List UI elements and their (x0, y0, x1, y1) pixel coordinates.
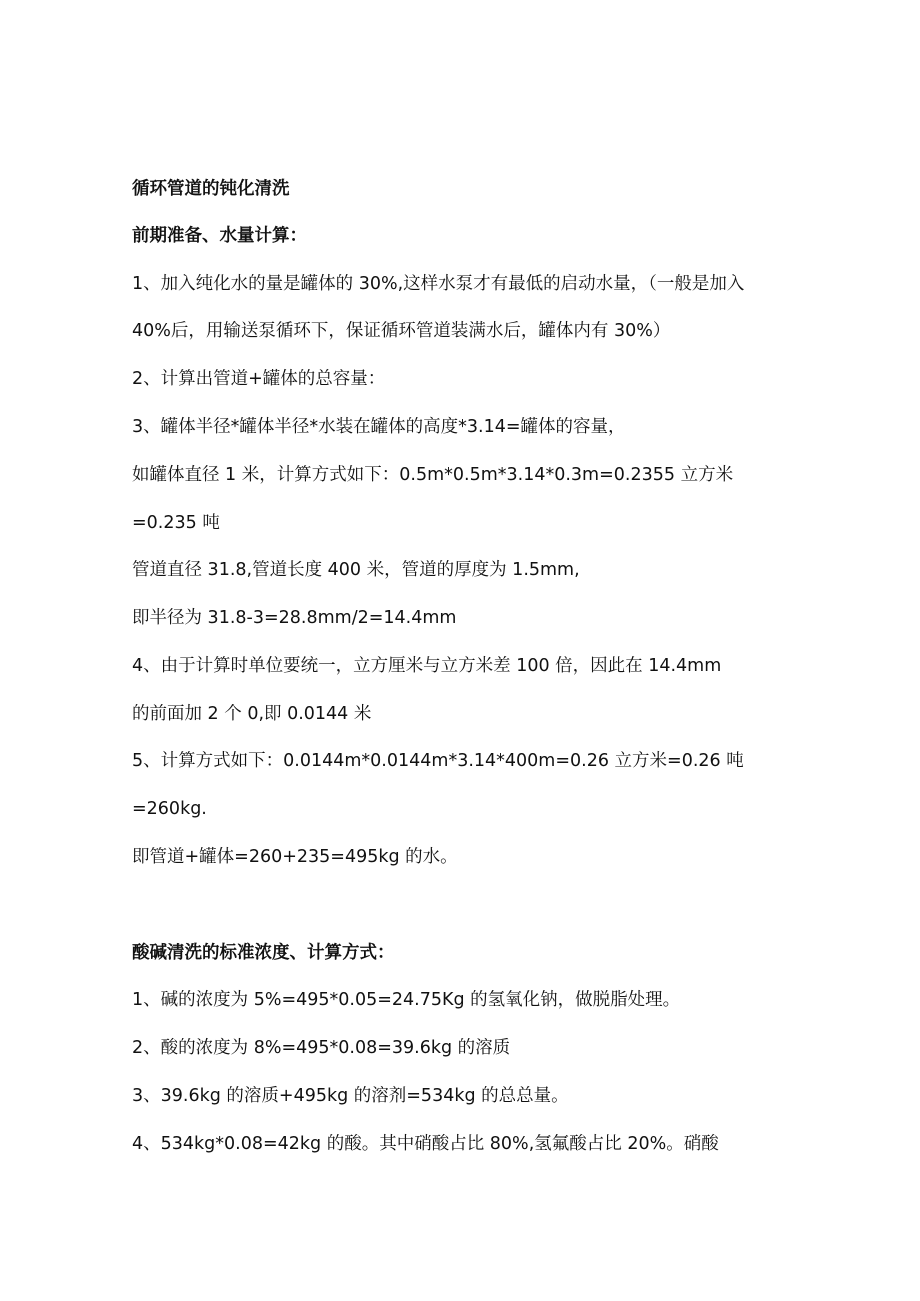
paragraph-line: 5、计算方式如下：0.0144m*0.0144m*3.14*400m=0.26 立方米=0.26 吨 (132, 751, 744, 771)
paragraph-line: 4、534kg*0.08=42kg 的酸。其中硝酸占比 80%,氢氟酸占比 20%。硝酸 (132, 1134, 719, 1154)
paragraph-line: 2、计算出管道+罐体的总容量： (132, 369, 386, 389)
section-title-passivation: 循环管道的钝化清洗 (132, 179, 290, 199)
paragraph-line: =260kg. (132, 799, 207, 819)
paragraph-line: 即管道+罐体=260+235=495kg 的水。 (132, 847, 458, 867)
paragraph-line: 如罐体直径 1 米，计算方式如下：0.5m*0.5m*3.14*0.3m=0.2355 立方米 (132, 465, 734, 485)
paragraph-line: 2、酸的浓度为 8%=495*0.08=39.6kg 的溶质 (132, 1038, 511, 1058)
paragraph-line: 即半径为 31.8-3=28.8mm/2=14.4mm (132, 608, 457, 628)
paragraph-line: 1、加入纯化水的量是罐体的 30%,这样水泵才有最低的启动水量，（一般是加入 (132, 274, 745, 294)
paragraph-line: 1、碱的浓度为 5%=495*0.05=24.75Kg 的氢氧化钠，做脱脂处理。 (132, 990, 681, 1010)
paragraph-line: =0.235 吨 (132, 513, 220, 533)
paragraph-line: 管道直径 31.8,管道长度 400 米，管道的厚度为 1.5mm, (132, 560, 580, 580)
paragraph-line: 3、罐体半径*罐体半径*水装在罐体的高度*3.14=罐体的容量， (132, 417, 626, 437)
paragraph-line: 4、由于计算时单位要统一，立方厘米与立方米差 100 倍，因此在 14.4mm (132, 656, 722, 676)
section-title-acid-alkali: 酸碱清洗的标准浓度、计算方式： (132, 943, 395, 963)
paragraph-line: 40%后，用输送泵循环下，保证循环管道装满水后，罐体内有 30%） (132, 321, 671, 341)
paragraph-line: 的前面加 2 个 0,即 0.0144 米 (132, 704, 372, 724)
paragraph-line: 3、39.6kg 的溶质+495kg 的溶剂=534kg 的总总量。 (132, 1086, 569, 1106)
subsection-title-water-calc: 前期准备、水量计算： (132, 226, 307, 246)
